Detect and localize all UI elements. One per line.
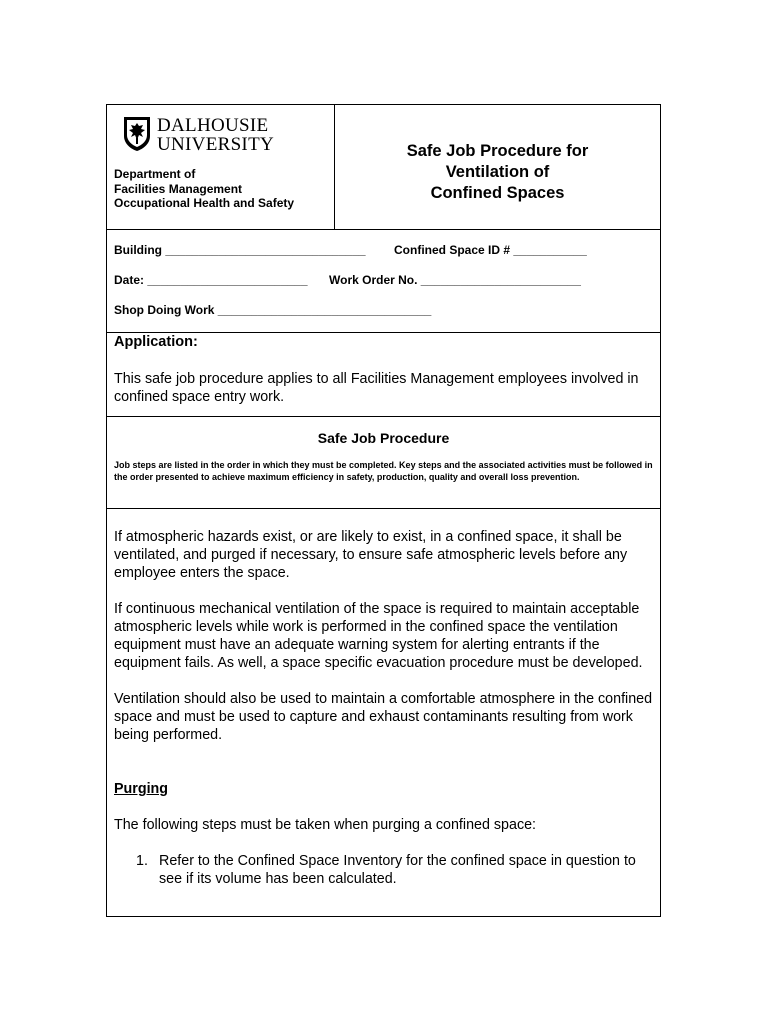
department-line: Facilities Management: [114, 181, 243, 196]
building-field[interactable]: Building ______________________________: [114, 243, 366, 257]
list-item: [136, 852, 659, 888]
purging-heading: Purging: [114, 781, 169, 797]
work-order-field[interactable]: Work Order No. ________________________: [329, 273, 581, 287]
logo-name: DALHOUSIE: [157, 115, 269, 136]
logo-university: UNIVERSITY: [157, 134, 274, 155]
department-line: Department of: [114, 167, 196, 181]
document-title: [335, 105, 660, 229]
department-line: Occupational Health and Safety: [114, 196, 295, 210]
paragraph: If atmospheric hazards exist, or are likely to exist, in a confined space, it shall be ventilated, and purged if necessary, to ensure safe atmospheric levels before any employee enters the space.: [114, 529, 628, 581]
paragraph: Ventilation should also be used to maintain a comfortable atmosphere in the confined space and must be used to capture and exhaust contaminants resulting from work being performed.: [114, 691, 653, 743]
title-line: Safe Job Procedure for: [406, 141, 589, 160]
shop-field[interactable]: Shop Doing Work ________________________________: [114, 303, 432, 317]
form-fields: [107, 230, 660, 333]
department-block: [114, 167, 294, 211]
main-content: [114, 528, 659, 888]
university-logo: [123, 116, 274, 154]
header-left-cell: [107, 105, 335, 229]
procedure-title: Safe Job Procedure: [317, 430, 450, 446]
step-text: Refer to the Confined Space Inventory for the confined space in question to see if its volume has been calculated.: [159, 853, 636, 887]
step-number: 1.: [136, 853, 148, 869]
title-line: Ventilation of: [445, 162, 550, 181]
date-field[interactable]: Date: ________________________: [114, 273, 308, 287]
application-text: This safe job procedure applies to all Facilities Management employees involved in confined space entry work.: [114, 371, 639, 405]
dalhousie-crest-icon: [123, 116, 151, 152]
title-line: Confined Spaces: [430, 183, 565, 202]
procedure-note: Job steps are listed in the order in which they must be completed. Key steps and the associated activities must be followed in the order presented to achieve maximum efficiency in safety, production, quality and overall loss prevention.: [114, 460, 653, 482]
application-heading: Application:: [114, 334, 198, 350]
application-section: [107, 333, 660, 417]
paragraph: If continuous mechanical ventilation of the space is required to maintain acceptable atmospheric levels while work is performed in the confined space the ventilation equipment must have an adequate warning system for alerting entrants if the equipment fails. As well, a space specific evacuation procedure must be developed.: [114, 601, 643, 671]
document-frame: [106, 104, 661, 917]
confined-space-id-field[interactable]: Confined Space ID # ___________: [394, 243, 587, 257]
purging-intro: The following steps must be taken when purging a confined space:: [114, 817, 537, 833]
main-content-section: [107, 509, 660, 916]
document-header: [107, 105, 660, 230]
procedure-intro-section: [107, 417, 660, 509]
